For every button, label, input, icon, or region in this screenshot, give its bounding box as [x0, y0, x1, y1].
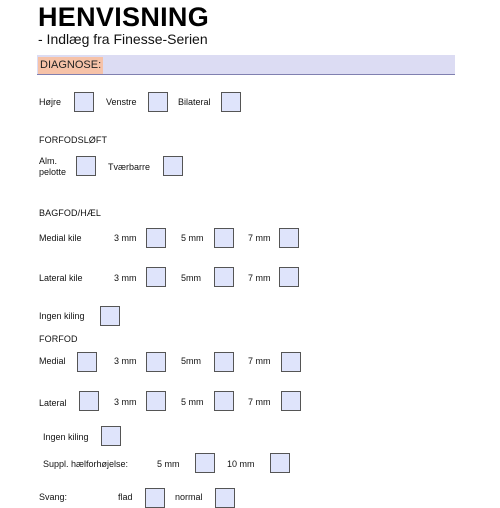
left-label: Venstre: [106, 97, 137, 107]
medial-kile-5mm-checkbox[interactable]: [214, 228, 234, 248]
right-checkbox[interactable]: [74, 92, 94, 112]
forfod-medial-3mm-checkbox[interactable]: [146, 352, 166, 372]
left-checkbox[interactable]: [148, 92, 168, 112]
suppl-10mm-label: 10 mm: [227, 459, 255, 469]
medial-kile-7mm-checkbox[interactable]: [279, 228, 299, 248]
svang-label: Svang:: [39, 492, 68, 502]
forfod-medial-5mm-checkbox[interactable]: [214, 352, 234, 372]
diagnose-input[interactable]: [107, 56, 457, 74]
suppl-5mm-checkbox[interactable]: [195, 453, 215, 473]
forfod-lateral-3mm-label: 3 mm: [114, 397, 137, 407]
bagfod-ingen-kiling-label: Ingen kiling: [39, 311, 85, 321]
lateral-kile-3mm-label: 3 mm: [114, 273, 137, 283]
svang-normal-checkbox[interactable]: [215, 488, 235, 508]
medial-kile-3mm-label: 3 mm: [114, 233, 137, 243]
svang-flad-label: flad: [118, 492, 133, 502]
alm-pelotte-label-line2: pelotte: [39, 167, 67, 177]
forfod-medial-3mm-label: 3 mm: [114, 356, 137, 366]
suppl-5mm-label: 5 mm: [157, 459, 180, 469]
lateral-kile-label: Lateral kile: [39, 273, 83, 283]
medial-kile-5mm-label: 5 mm: [181, 233, 204, 243]
medial-kile-7mm-label: 7 mm: [248, 233, 271, 243]
right-label: Højre: [39, 97, 61, 107]
suppl-10mm-checkbox[interactable]: [270, 453, 290, 473]
forfod-medial-label: Medial: [39, 356, 66, 366]
forfod-medial-7mm-label: 7 mm: [248, 356, 271, 366]
lateral-kile-7mm-label: 7 mm: [248, 273, 271, 283]
svang-normal-label: normal: [175, 492, 203, 502]
forfod-lateral-7mm-label: 7 mm: [248, 397, 271, 407]
bilateral-checkbox[interactable]: [221, 92, 241, 112]
suppl-haelforhojelse-label: Suppl. hælforhøjelse:: [43, 459, 129, 469]
forfod-ingen-kiling-label: Ingen kiling: [43, 432, 89, 442]
lateral-kile-7mm-checkbox[interactable]: [279, 267, 299, 287]
bagfod-heading: BAGFOD/HÆL: [39, 208, 102, 218]
forfod-lateral-checkbox[interactable]: [79, 391, 99, 411]
forfod-medial-5mm-label: 5mm: [181, 356, 201, 366]
forfod-lateral-7mm-checkbox[interactable]: [281, 391, 301, 411]
page-subtitle: - Indlæg fra Finesse-Serien: [38, 31, 208, 47]
lateral-kile-5mm-checkbox[interactable]: [214, 267, 234, 287]
alm-pelotte-checkbox[interactable]: [76, 156, 96, 176]
bagfod-ingen-kiling-checkbox[interactable]: [100, 306, 120, 326]
forfod-lateral-3mm-checkbox[interactable]: [146, 391, 166, 411]
forfod-heading: FORFOD: [39, 334, 78, 344]
forfod-lateral-5mm-label: 5 mm: [181, 397, 204, 407]
forfod-lateral-5mm-checkbox[interactable]: [214, 391, 234, 411]
alm-pelotte-label-line1: Alm.: [39, 156, 57, 166]
lateral-kile-3mm-checkbox[interactable]: [146, 267, 166, 287]
medial-kile-3mm-checkbox[interactable]: [146, 228, 166, 248]
forfod-lateral-label: Lateral: [39, 398, 67, 408]
tvaerbarre-checkbox[interactable]: [163, 156, 183, 176]
tvaerbarre-label: Tværbarre: [108, 162, 151, 172]
forfod-ingen-kiling-checkbox[interactable]: [101, 426, 121, 446]
svang-flad-checkbox[interactable]: [145, 488, 165, 508]
forfodsloft-heading: FORFODSLØFT: [39, 135, 108, 145]
diagnose-label: DIAGNOSE:: [38, 57, 103, 74]
lateral-kile-5mm-label: 5mm: [181, 273, 201, 283]
page-title: HENVISNING: [38, 2, 210, 32]
medial-kile-label: Medial kile: [39, 233, 82, 243]
forfod-medial-7mm-checkbox[interactable]: [281, 352, 301, 372]
bilateral-label: Bilateral: [178, 97, 211, 107]
forfod-medial-checkbox[interactable]: [77, 352, 97, 372]
